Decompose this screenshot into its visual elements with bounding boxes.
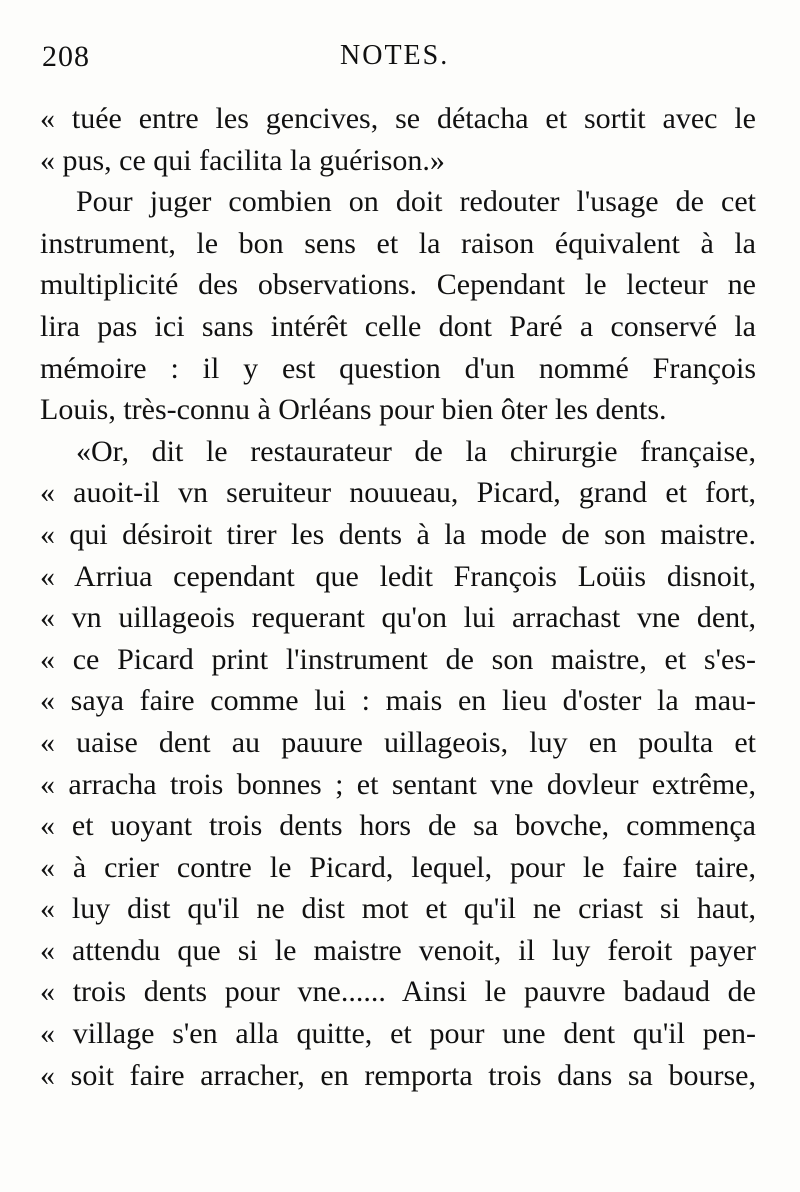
text-line: « luy dist qu'il ne dist mot et qu'il ne criast si haut, <box>40 892 756 926</box>
text-line: « à crier contre le Picard, lequel, pour le faire taire, <box>40 850 756 884</box>
text-line: lira pas ici sans intérêt celle dont Paré a conservé la <box>40 309 756 343</box>
text-line: « village s'en alla quitte, et pour une dent qu'il pen- <box>40 1017 756 1051</box>
text-line: « trois dents pour vne...... Ainsi le pauvre badaud de <box>40 975 756 1009</box>
text-line: « uaise dent au pauure uillageois, luy en poulta et <box>40 725 756 759</box>
text-line: « vn uillageois requerant qu'on lui arrachast vne dent, <box>40 601 756 635</box>
text-line: « pus, ce qui facilita la guérison.» <box>40 143 445 177</box>
page-header <box>0 40 800 84</box>
text-line: « Arriua cependant que ledit François Loüis disnoit, <box>40 559 756 593</box>
text-line: « attendu que si le maistre venoit, il luy feroit payer <box>40 933 756 967</box>
text-line: « et uoyant trois dents hors de sa bovche, commença <box>40 809 756 843</box>
running-head: NOTES. <box>340 40 450 71</box>
text-line: « tuée entre les gencives, se détacha et sortit avec le <box>40 102 756 135</box>
text-line: instrument, le bon sens et la raison équivalent à la <box>40 226 756 260</box>
text-line: « ce Picard print l'instrument de son maistre, et s'es- <box>40 642 756 676</box>
text-line: mémoire : il y est question d'un nommé François <box>40 351 756 385</box>
text-line: Louis, très-connu à Orléans pour bien ôter les dents. <box>40 393 667 427</box>
text-line: « saya faire comme lui : mais en lieu d'oster la mau- <box>40 684 756 718</box>
text-line: multiplicité des observations. Cependant le lecteur ne <box>40 268 756 302</box>
text-line: « auoit-il vn seruiteur nouueau, Picard, grand et fort, <box>40 476 756 510</box>
body-text <box>40 98 756 1096</box>
page-number: 208 <box>42 40 90 73</box>
paragraph-first-line: Pour juger combien on doit redouter l'usage de cet <box>76 185 756 219</box>
paragraph-first-line: «Or, dit le restaurateur de la chirurgie française, <box>76 434 756 468</box>
text-line: « arracha trois bonnes ; et sentant vne dovleur extrême, <box>40 767 756 801</box>
text-line: « qui désiroit tirer les dents à la mode de son maistre. <box>40 517 756 551</box>
text-line: « soit faire arracher, en remporta trois dans sa bourse, <box>40 1058 756 1092</box>
